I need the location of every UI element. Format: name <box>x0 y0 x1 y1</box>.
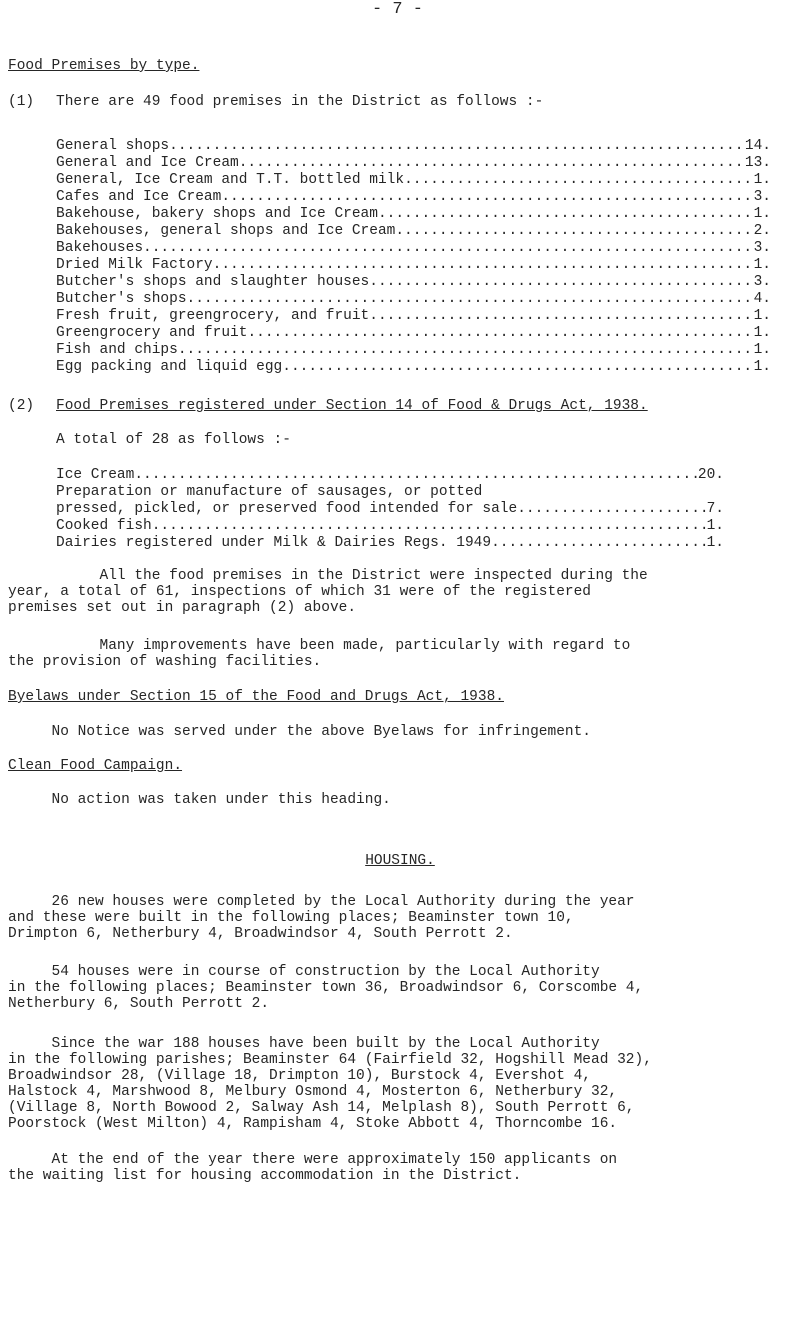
list-item <box>56 189 771 205</box>
food-premises-heading: Food Premises by type. <box>8 58 200 74</box>
list-item-label: General, Ice Cream and T.T. bottled milk <box>56 172 405 188</box>
section-2-total: A total of 28 as follows :- <box>56 432 291 448</box>
list-item <box>56 240 771 256</box>
paragraph-line: Halstock 4, Marshwood 8, Melbury Osmond 4, Mosterton 6, Netherbury 32, <box>8 1084 618 1100</box>
list-item-label: Ice Cream <box>56 467 135 483</box>
list-item-value: 20. <box>697 467 724 483</box>
list-item-label: Fresh fruit, greengrocery, and fruit <box>56 308 370 324</box>
paragraph-line: (Village 8, North Bowood 2, Salway Ash 14, Melplash 8), South Perrott 6, <box>8 1100 635 1116</box>
paragraph-line: premises set out in paragraph (2) above. <box>8 600 357 616</box>
section-1-intro: There are 49 food premises in the District as follows :- <box>56 94 544 110</box>
list-item-value: 7. <box>706 501 724 517</box>
list-item <box>56 138 771 154</box>
list-item-value: 3. <box>753 240 771 256</box>
list-item <box>56 223 771 239</box>
list-item-label: Preparation or manufacture of sausages, or potted <box>56 484 483 500</box>
list-item <box>56 308 771 324</box>
list-item-value: 1. <box>753 325 771 341</box>
list-item <box>56 291 771 307</box>
paragraph-line: in the following parishes; Beaminster 64 (Fairfield 32, Hogshill Mead 32), <box>8 1052 652 1068</box>
list-item <box>56 467 771 483</box>
list-item-value: 1. <box>706 518 724 534</box>
list-item-value: 1. <box>706 535 724 551</box>
list-item-value: 13. <box>744 155 771 171</box>
page-number: - 7 - <box>372 0 424 19</box>
paragraph-line: the provision of washing facilities. <box>8 654 322 670</box>
paragraph-line: Poorstock (West Milton) 4, Rampisham 4, Stoke Abbott 4, Thorncombe 16. <box>8 1116 618 1132</box>
paragraph-line: Many improvements have been made, particularly with regard to <box>56 638 631 654</box>
section-1-number: (1) <box>8 94 35 110</box>
list-item-value: 1. <box>753 342 771 358</box>
list-item <box>56 325 771 341</box>
list-item-label: Fish and chips <box>56 342 178 358</box>
list-item-value: 14. <box>744 138 771 154</box>
list-item-label: Bakehouse, bakery shops and Ice Cream <box>56 206 378 222</box>
paragraph-line: No Notice was served under the above Byelaws for infringement. <box>8 724 591 740</box>
paragraph-line: 54 houses were in course of construction by the Local Authority <box>8 964 600 980</box>
list-item <box>56 257 771 273</box>
list-item-value: 1. <box>753 257 771 273</box>
list-item-label: pressed, pickled, or preserved food intended for sale <box>56 501 518 517</box>
list-item-value: 3. <box>753 274 771 290</box>
list-item <box>56 155 771 171</box>
list-item-label: Dairies registered under Milk & Dairies Regs. 1949 <box>56 535 492 551</box>
housing-heading: HOUSING. <box>365 853 435 869</box>
paragraph-line: Since the war 188 houses have been built by the Local Authority <box>8 1036 600 1052</box>
list-item-value: 3. <box>753 189 771 205</box>
clean-food-heading: Clean Food Campaign. <box>8 758 183 774</box>
list-item <box>56 359 771 375</box>
list-item-label: Greengrocery and fruit <box>56 325 248 341</box>
list-item <box>56 342 771 358</box>
paragraph-line: No action was taken under this heading. <box>8 792 391 808</box>
list-item-label: Bakehouses <box>56 240 144 256</box>
paragraph-line: the waiting list for housing accommodation in the District. <box>8 1168 522 1184</box>
list-item <box>56 518 771 534</box>
list-item-label: Butcher's shops and slaughter houses <box>56 274 370 290</box>
list-item <box>56 172 771 188</box>
paragraph-line: Drimpton 6, Netherbury 4, Broadwindsor 4, South Perrott 2. <box>8 926 513 942</box>
list-item-label: Egg packing and liquid egg <box>56 359 283 375</box>
list-item-label: Cafes and Ice Cream <box>56 189 222 205</box>
paragraph-line: 26 new houses were completed by the Local Authority during the year <box>8 894 635 910</box>
paragraph-line: All the food premises in the District were inspected during the <box>56 568 648 584</box>
list-item-label: Butcher's shops <box>56 291 187 307</box>
paragraph-line: and these were built in the following places; Beaminster town 10, <box>8 910 574 926</box>
section-2-number: (2) <box>8 398 35 414</box>
list-item-label: Cooked fish <box>56 518 152 534</box>
list-item-value: 4. <box>753 291 771 307</box>
list-item <box>56 501 771 517</box>
list-item-value: 1. <box>753 172 771 188</box>
list-item <box>56 535 771 551</box>
section-2-heading: Food Premises registered under Section 14 of Food & Drugs Act, 1938. <box>56 398 648 414</box>
list-item-label: General shops <box>56 138 170 154</box>
list-item-value: 1. <box>753 206 771 222</box>
list-item-label: Bakehouses, general shops and Ice Cream <box>56 223 396 239</box>
paragraph-line: in the following places; Beaminster town 36, Broadwindsor 6, Corscombe 4, <box>8 980 644 996</box>
list-item-value: 1. <box>753 308 771 324</box>
byelaws-heading: Byelaws under Section 15 of the Food and Drugs Act, 1938. <box>8 689 504 705</box>
paragraph-line: At the end of the year there were approximately 150 applicants on <box>8 1152 618 1168</box>
list-item <box>56 274 771 290</box>
paragraph-line: Netherbury 6, South Perrott 2. <box>8 996 270 1012</box>
list-item <box>56 206 771 222</box>
list-item-label: General and Ice Cream <box>56 155 239 171</box>
paragraph-line: Broadwindsor 28, (Village 18, Drimpton 10), Burstock 4, Evershot 4, <box>8 1068 591 1084</box>
list-item-value: 2. <box>753 223 771 239</box>
list-item-value: 1. <box>753 359 771 375</box>
paragraph-line: year, a total of 61, inspections of which 31 were of the registered <box>8 584 591 600</box>
list-item-label: Dried Milk Factory <box>56 257 213 273</box>
